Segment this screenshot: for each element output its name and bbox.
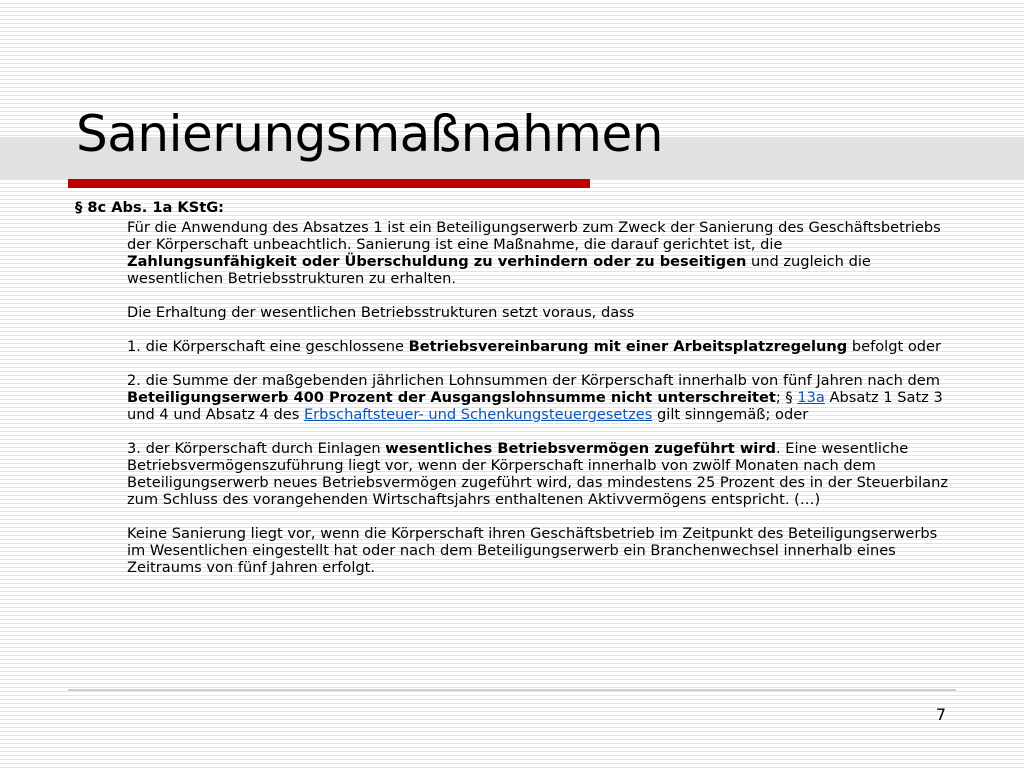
text: gilt sinngemäß; oder [652,406,809,423]
text: Für die Anwendung des Absatzes 1 ist ein Beteiligungserwerb zum Zweck der Sanierung des Geschäftsbetriebs der Körperschaft unbeachtlich. Sanierung ist eine Maßnahme, die darauf gerichtet ist, die [127,219,941,253]
text: 1. die Körperschaft eine geschlossene [127,338,409,355]
text: Absatz 1 Satz 3 und 4 und Absatz 4 des [127,389,943,423]
section-heading: § 8c Abs. 1a KStG: [75,199,225,216]
text: und zugleich die wesentlichen Betriebsstrukturen zu erhalten. [127,253,871,287]
text: befolgt oder [847,338,942,355]
slide-content [75,199,955,593]
text: ; § [775,389,798,406]
title-accent-bar [68,179,590,188]
slide-title: Sanierungsmaßnahmen [76,105,663,163]
page-number: 7 [935,705,946,724]
emphasis: Zahlungsunfähigkeit oder Überschuldung zu verhindern oder zu beseitigen [127,253,747,270]
text: 3. der Körperschaft durch Einlagen [127,440,386,457]
list-item-1 [127,338,955,355]
emphasis: Beteiligungserwerb 400 Prozent der Ausgangslohnsumme nicht unterschreitet [127,389,776,406]
paragraph-keine-sanierung: Keine Sanierung liegt vor, wenn die Körperschaft ihren Geschäftsbetrieb im Zeitpunkt des Beteiligungserwerbs im Wesentlichen eingestellt hat oder nach dem Beteiligungserwerb ein Branchenwechsel innerhalb eines Zeitraums von fünf Jahren erfolgt. [127,525,938,576]
link-erbstg[interactable]: Erbschaftsteuer- und Schenkungsteuergesetzes [303,406,653,423]
list-item-2 [127,372,955,423]
text: 2. die Summe der maßgebenden jährlichen Lohnsummen der Körperschaft innerhalb von fünf Jahren nach dem [127,372,940,389]
emphasis: wesentliches Betriebsvermögen zugeführt wird [385,440,776,457]
paragraph-sanierung-definition [127,219,955,287]
list-item-3 [127,440,955,508]
link-13a[interactable]: 13a [797,389,825,406]
emphasis: Betriebsvereinbarung mit einer Arbeitsplatzregelung [408,338,848,355]
paragraph-voraussetzung: Die Erhaltung der wesentlichen Betriebsstrukturen setzt voraus, dass [127,304,635,321]
text: . Eine wesentliche Betriebsvermögenszuführung liegt vor, wenn der Körperschaft innerhalb von zwölf Monaten nach dem Beteiligungserwerb neues Betriebsvermögen zugeführt wird, das mindestens 25 Prozent des in der Steuerbilanz zum Schluss des vorangehenden Wirtschaftsjahrs enthaltenen Aktivvermögens entspricht. (…) [127,440,948,508]
footer-divider [68,689,956,691]
